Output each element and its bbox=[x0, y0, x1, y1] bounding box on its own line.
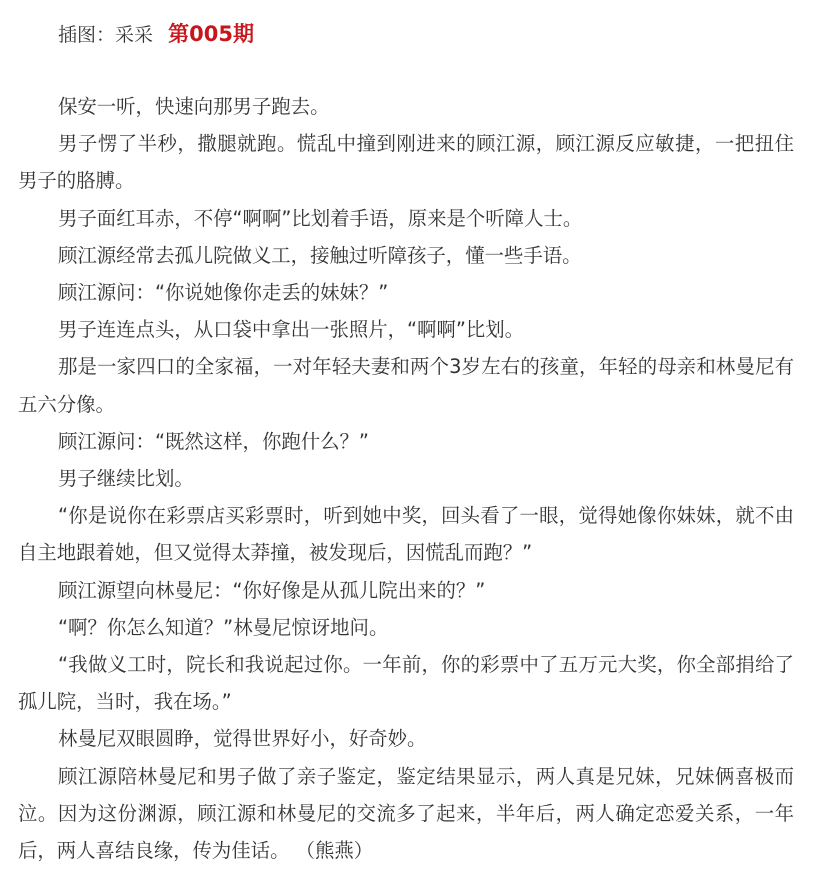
article-paragraph: 男子继续比划。 bbox=[58, 467, 194, 491]
article-paragraph: 顾江源望向林曼尼：“你好像是从孤儿院出来的？” bbox=[58, 578, 486, 602]
article-paragraph: “你是说你在彩票店买彩票时，听到她中奖，回头看了一眼，觉得她像你妹妹，就不由自主地跟着她，但又觉得太莽撞，被发现后，因慌乱而跑？” bbox=[18, 504, 794, 565]
article-paragraph: 男子连连点头，从口袋中拿出一张照片，“啊啊”比划。 bbox=[58, 318, 525, 342]
article-header bbox=[58, 18, 254, 50]
article-paragraph: 顾江源问：“既然这样，你跑什么？” bbox=[58, 429, 369, 453]
article-paragraph: 顾江源经常去孤儿院做义工，接触过听障孩子，懂一些手语。 bbox=[58, 243, 582, 267]
illustration-credit: 插图：采采 bbox=[58, 24, 154, 46]
article-paragraph: 男子愣了半秒，撒腿就跑。慌乱中撞到刚进来的顾江源，顾江源反应敏捷，一把扭住男子的胳膊。 bbox=[18, 132, 794, 193]
article-paragraph: “啊？你怎么知道？”林曼尼惊讶地问。 bbox=[58, 615, 389, 639]
article-paragraph: 林曼尼双眼圆睁，觉得世界好小，好奇妙。 bbox=[58, 727, 427, 751]
article-body bbox=[18, 88, 794, 869]
article-paragraph: 男子面红耳赤，不停“啊啊”比划着手语，原来是个听障人士。 bbox=[58, 206, 583, 230]
article-paragraph: 顾江源陪林曼尼和男子做了亲子鉴定，鉴定结果显示，两人真是兄妹，兄妹俩喜极而泣。因为这份渊源，顾江源和林曼尼的交流多了起来，半年后，两人确定恋爱关系，一年后，两人喜结良缘，传为佳话。 （熊燕） bbox=[18, 764, 794, 863]
article-paragraph: “我做义工时，院长和我说起过你。一年前，你的彩票中了五万元大奖，你全部捐给了孤儿院，当时，我在场。” bbox=[18, 653, 794, 714]
issue-number: 第005期 bbox=[168, 22, 254, 46]
article-paragraph: 保安一听，快速向那男子跑去。 bbox=[58, 95, 330, 118]
article-paragraph: 顾江源问：“你说她像你走丢的妹妹？” bbox=[58, 281, 389, 305]
article-paragraph: 那是一家四口的全家福，一对年轻夫妻和两个3岁左右的孩童，年轻的母亲和林曼尼有五六分像。 bbox=[18, 355, 794, 416]
